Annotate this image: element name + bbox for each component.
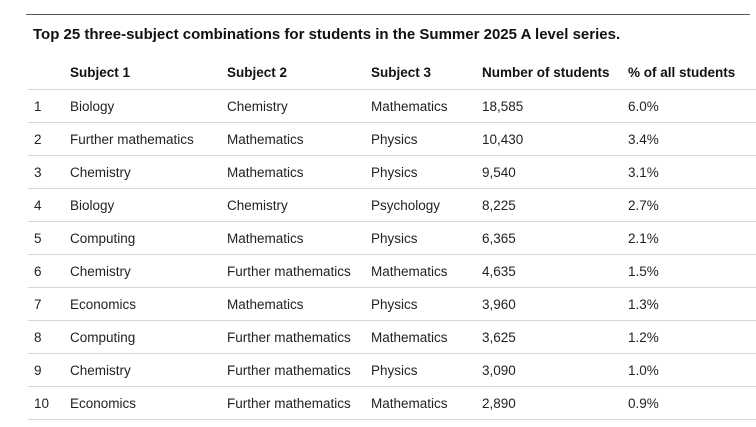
cell-subject-1: Biology — [70, 90, 227, 123]
table-row — [28, 288, 756, 321]
header-percent-of-students: % of all students — [628, 65, 736, 80]
table-row — [28, 354, 756, 387]
cell-subject-1: Economics — [70, 387, 227, 420]
cell-number-of-students: 8,225 — [482, 189, 628, 222]
cell-subject-2: Mathematics — [227, 123, 371, 156]
cell-subject-3: Psychology — [371, 189, 482, 222]
cell-percent-of-students: 1.3% — [628, 288, 756, 321]
cell-subject-3: Mathematics — [371, 90, 482, 123]
cell-number-of-students: 18,585 — [482, 90, 628, 123]
cell-percent-of-students: 3.1% — [628, 156, 756, 189]
cell-subject-1: Chemistry — [70, 156, 227, 189]
cell-percent-of-students: 2.7% — [628, 189, 756, 222]
cell-percent-of-students: 1.5% — [628, 255, 756, 288]
cell-subject-3: Mathematics — [371, 321, 482, 354]
header-subject-3: Subject 3 — [371, 65, 432, 80]
cell-subject-3: Mathematics — [371, 255, 482, 288]
cell-percent-of-students: 2.1% — [628, 222, 756, 255]
cell-number-of-students: 6,365 — [482, 222, 628, 255]
cell-subject-2: Mathematics — [227, 156, 371, 189]
cell-percent-of-students: 0.9% — [628, 387, 756, 420]
cell-subject-3: Physics — [371, 222, 482, 255]
cell-number-of-students: 3,090 — [482, 354, 628, 387]
table-header-row — [28, 56, 756, 90]
header-subject-1: Subject 1 — [70, 65, 131, 80]
cell-rank: 7 — [28, 288, 70, 321]
cell-subject-2: Mathematics — [227, 222, 371, 255]
cell-subject-1: Chemistry — [70, 255, 227, 288]
cell-number-of-students: 10,430 — [482, 123, 628, 156]
table-row — [28, 222, 756, 255]
table-row — [28, 123, 756, 156]
cell-subject-1: Computing — [70, 222, 227, 255]
cell-subject-2: Further mathematics — [227, 321, 371, 354]
cell-rank: 9 — [28, 354, 70, 387]
cell-subject-2: Further mathematics — [227, 354, 371, 387]
cell-subject-3: Mathematics — [371, 387, 482, 420]
cell-subject-3: Physics — [371, 156, 482, 189]
table-row — [28, 156, 756, 189]
table-title: Top 25 three-subject combinations for students in the Summer 2025 A level series. — [33, 26, 621, 43]
cell-number-of-students: 4,635 — [482, 255, 628, 288]
cell-subject-1: Further mathematics — [70, 123, 227, 156]
cell-percent-of-students: 1.0% — [628, 354, 756, 387]
cell-subject-1: Chemistry — [70, 354, 227, 387]
table-row — [28, 189, 756, 222]
cell-subject-2: Chemistry — [227, 189, 371, 222]
header-rank — [28, 56, 70, 90]
header-subject-2: Subject 2 — [227, 65, 288, 80]
cell-subject-1: Computing — [70, 321, 227, 354]
cell-rank: 4 — [28, 189, 70, 222]
table-row — [28, 255, 756, 288]
table-row — [28, 90, 756, 123]
cell-subject-2: Further mathematics — [227, 387, 371, 420]
header-number-of-students: Number of students — [482, 65, 610, 80]
cell-rank: 8 — [28, 321, 70, 354]
cell-subject-2: Further mathematics — [227, 255, 371, 288]
cell-rank: 1 — [28, 90, 70, 123]
cell-subject-1: Economics — [70, 288, 227, 321]
top-divider — [26, 14, 750, 15]
cell-number-of-students: 2,890 — [482, 387, 628, 420]
cell-percent-of-students: 1.2% — [628, 321, 756, 354]
cell-number-of-students: 9,540 — [482, 156, 628, 189]
cell-number-of-students: 3,960 — [482, 288, 628, 321]
cell-percent-of-students: 6.0% — [628, 90, 756, 123]
table-row — [28, 387, 756, 420]
table-row — [28, 321, 756, 354]
cell-rank: 10 — [28, 387, 70, 420]
cell-rank: 2 — [28, 123, 70, 156]
cell-subject-2: Mathematics — [227, 288, 371, 321]
cell-percent-of-students: 3.4% — [628, 123, 756, 156]
cell-subject-2: Chemistry — [227, 90, 371, 123]
cell-subject-3: Physics — [371, 288, 482, 321]
cell-subject-3: Physics — [371, 123, 482, 156]
cell-subject-3: Physics — [371, 354, 482, 387]
cell-subject-1: Biology — [70, 189, 227, 222]
cell-rank: 3 — [28, 156, 70, 189]
cell-number-of-students: 3,625 — [482, 321, 628, 354]
cell-rank: 6 — [28, 255, 70, 288]
cell-rank: 5 — [28, 222, 70, 255]
subject-combinations-table — [28, 56, 756, 420]
